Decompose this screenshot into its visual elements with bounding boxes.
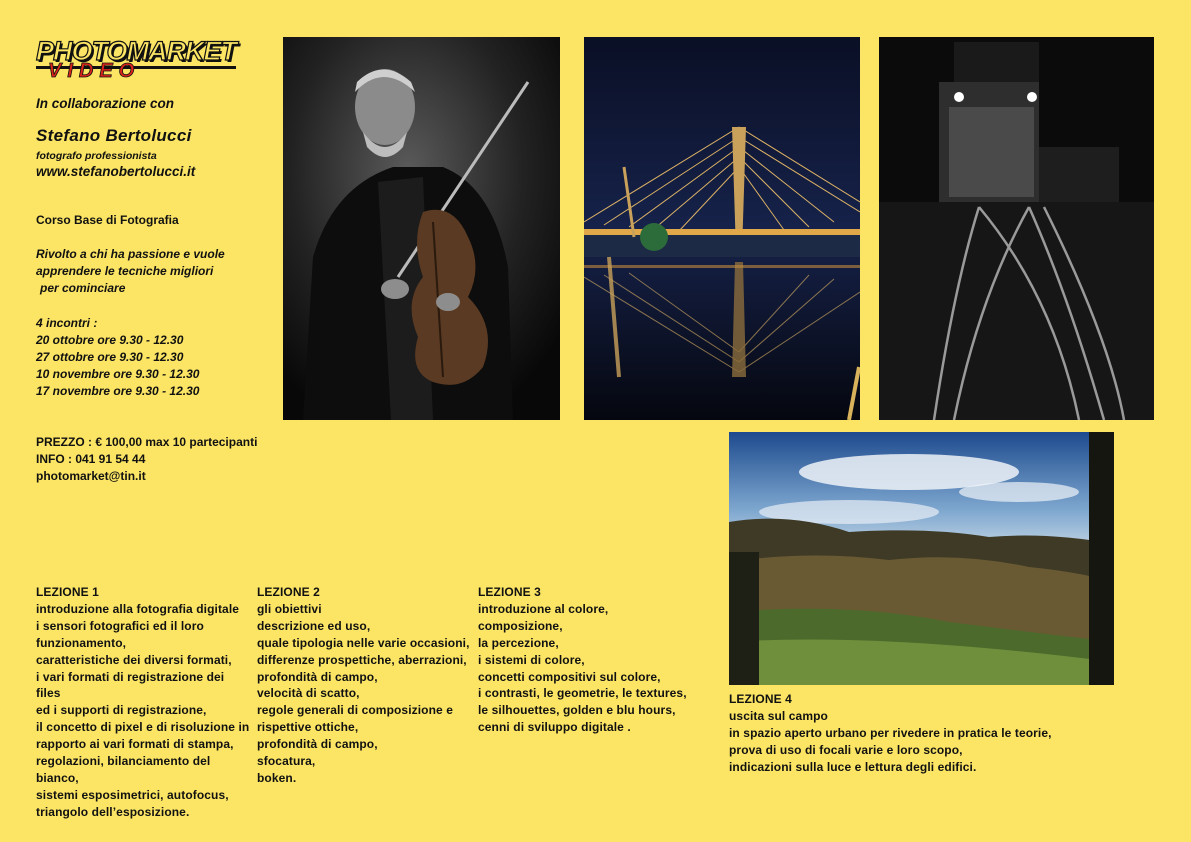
lesson-line: la percezione, <box>478 635 559 650</box>
lesson-line: concetti compositivi sul colore, <box>478 669 661 684</box>
course-intro <box>36 246 225 297</box>
lesson-line: introduzione alla fotografia digitale <box>36 601 240 616</box>
lesson-title: LEZIONE 3 <box>478 585 541 599</box>
lesson-line: le silhouettes, golden e blu hours, <box>478 703 676 718</box>
intro-line: Rivolto a chi ha passione e vuole <box>36 247 225 261</box>
lesson-line: differenze prospettiche, aberrazioni, <box>257 652 467 667</box>
lesson-1 <box>36 584 251 821</box>
lesson-title: LEZIONE 2 <box>257 585 320 599</box>
photo-landscape <box>729 432 1114 685</box>
lesson-title: LEZIONE 1 <box>36 585 99 599</box>
meeting-date: 10 novembre ore 9.30 - 12.30 <box>36 367 200 381</box>
lesson-line: rapporto ai vari formati di stampa, <box>36 737 234 752</box>
lesson-line: rispettive ottiche, <box>257 720 359 735</box>
lesson-line: cenni di sviluppo digitale . <box>478 720 631 735</box>
intro-line: apprendere le tecniche migliori <box>36 264 214 278</box>
lesson-4 <box>729 691 1129 776</box>
lesson-line: i sistemi di colore, <box>478 652 585 667</box>
meetings-title: 4 incontri : <box>36 316 98 330</box>
photo-night-rails <box>879 37 1154 420</box>
lesson-2 <box>257 584 472 787</box>
lesson-line: composizione, <box>478 618 563 633</box>
lesson-line: funzionamento, <box>36 635 127 650</box>
lesson-line: sfocatura, <box>257 754 316 769</box>
price-line: PREZZO : € 100,00 max 10 partecipanti <box>36 435 258 449</box>
lesson-line: indicazioni sulla luce e lettura degli edifici. <box>729 759 977 774</box>
photomarket-logo <box>36 36 238 86</box>
lesson-line: ed i supporti di registrazione, <box>36 703 207 718</box>
lesson-line: prova di uso di focali varie e loro scopo, <box>729 742 963 757</box>
lesson-line: descrizione ed uso, <box>257 618 371 633</box>
meeting-date: 17 novembre ore 9.30 - 12.30 <box>36 384 200 398</box>
lesson-line: il concetto di pixel e di risoluzione in <box>36 720 250 735</box>
lesson-line: profondità di campo, <box>257 737 378 752</box>
meeting-date: 20 ottobre ore 9.30 - 12.30 <box>36 333 184 347</box>
contact-email[interactable]: photomarket@tin.it <box>36 469 146 483</box>
photographer-name: Stefano Bertolucci <box>36 126 192 145</box>
lesson-line: caratteristiche dei diversi formati, <box>36 652 232 667</box>
lesson-line: introduzione al colore, <box>478 601 609 616</box>
lesson-3 <box>478 584 718 736</box>
lesson-line: regolazioni, bilanciamento del bianco, <box>36 754 211 785</box>
lesson-line: triangolo dell’esposizione. <box>36 804 190 819</box>
lesson-line: sistemi esposimetrici, autofocus, <box>36 787 229 802</box>
collaboration-text: In collaborazione con <box>36 96 175 111</box>
lesson-line: in spazio aperto urbano per rivedere in pratica le teorie, <box>729 725 1052 740</box>
photo-violinist-portrait <box>283 37 560 420</box>
meetings-block <box>36 315 199 400</box>
lesson-line: profondità di campo, <box>257 669 378 684</box>
photographer-website[interactable]: www.stefanobertolucci.it <box>36 164 196 179</box>
intro-line: per cominciare <box>40 281 126 295</box>
lesson-line: uscita sul campo <box>729 708 828 723</box>
logo-bottom-text: VIDEO <box>48 60 141 82</box>
lesson-line: velocità di scatto, <box>257 686 360 701</box>
lesson-title: LEZIONE 4 <box>729 692 792 706</box>
course-title: Corso Base di Fotografia <box>36 213 179 227</box>
lesson-line: regole generali di composizione e <box>257 703 454 718</box>
lesson-line: i contrasti, le geometrie, le textures, <box>478 686 687 701</box>
lesson-line: i sensori fotografici ed il loro <box>36 618 204 633</box>
price-block <box>36 434 257 485</box>
meeting-date: 27 ottobre ore 9.30 - 12.30 <box>36 350 184 364</box>
lesson-line: boken. <box>257 770 297 785</box>
info-phone: INFO : 041 91 54 44 <box>36 452 146 466</box>
logo-top-text: PHOTOMARKET <box>36 36 237 66</box>
lesson-line: gli obiettivi <box>257 601 322 616</box>
lesson-line: i vari formati di registrazione dei files <box>36 669 225 701</box>
lesson-line: quale tipologia nelle varie occasioni, <box>257 635 470 650</box>
photo-night-bridge <box>584 37 860 420</box>
photographer-role: fotografo professionista <box>36 150 157 162</box>
